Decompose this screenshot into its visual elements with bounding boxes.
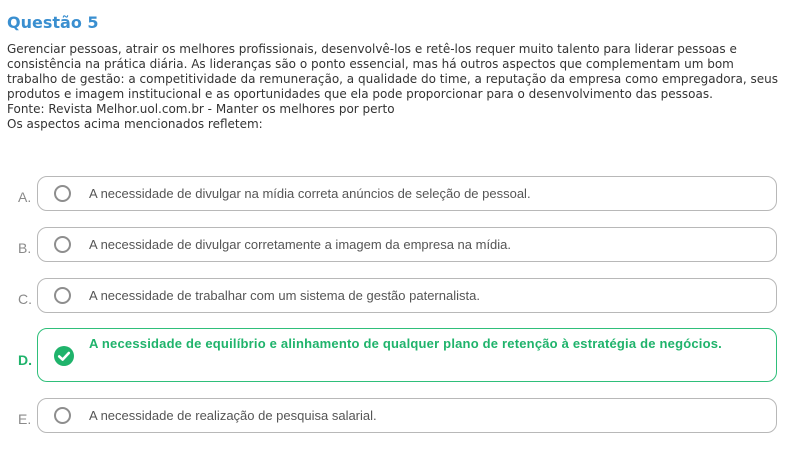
statement-line: trabalho de gestão: a competitividade da remuneração, a qualidade do time, a reputação da empresa como empregadora, seus [7, 72, 778, 86]
radio-empty-icon[interactable] [54, 287, 71, 304]
option-c-button[interactable] [37, 278, 777, 313]
option-letter: B. [18, 240, 32, 256]
option-letter: A. [18, 189, 32, 205]
check-circle-icon[interactable] [54, 346, 74, 366]
statement-line: Gerenciar pessoas, atrair os melhores profissionais, desenvolvê-los e retê-los requer muito talento para liderar pessoas e [7, 42, 737, 56]
question-title: Questão 5 [7, 13, 99, 32]
option-text: A necessidade de divulgar na mídia correta anúncios de seleção de pessoal. [89, 186, 531, 201]
statement-line: produtos e imagem institucional e as oportunidades que ela pode proporcionar para o desenvolvimento das pessoas. [7, 87, 713, 101]
option-text: A necessidade de equilíbrio e alinhamento de qualquer plano de retenção à estratégia de negócios. [89, 336, 722, 351]
option-letter: E. [18, 411, 32, 427]
question-statement [7, 42, 797, 132]
option-e-button[interactable] [37, 398, 777, 433]
option-d-button[interactable] [37, 328, 777, 382]
option-b-button[interactable] [37, 227, 777, 262]
radio-empty-icon[interactable] [54, 185, 71, 202]
statement-source: Fonte: Revista Melhor.uol.com.br - Manter os melhores por perto [7, 102, 395, 116]
statement-line: consistência na prática diária. As lideranças são o ponto essencial, mas há outros aspectos que complementam um bom [7, 57, 734, 71]
option-text: A necessidade de realização de pesquisa salarial. [89, 408, 377, 423]
radio-empty-icon[interactable] [54, 407, 71, 424]
option-text: A necessidade de divulgar corretamente a imagem da empresa na mídia. [89, 237, 512, 252]
option-text: A necessidade de trabalhar com um sistema de gestão paternalista. [89, 288, 480, 303]
radio-empty-icon[interactable] [54, 236, 71, 253]
option-a-button[interactable] [37, 176, 777, 211]
option-letter: C. [18, 291, 32, 307]
option-letter: D. [18, 352, 32, 368]
statement-prompt: Os aspectos acima mencionados refletem: [7, 117, 263, 131]
